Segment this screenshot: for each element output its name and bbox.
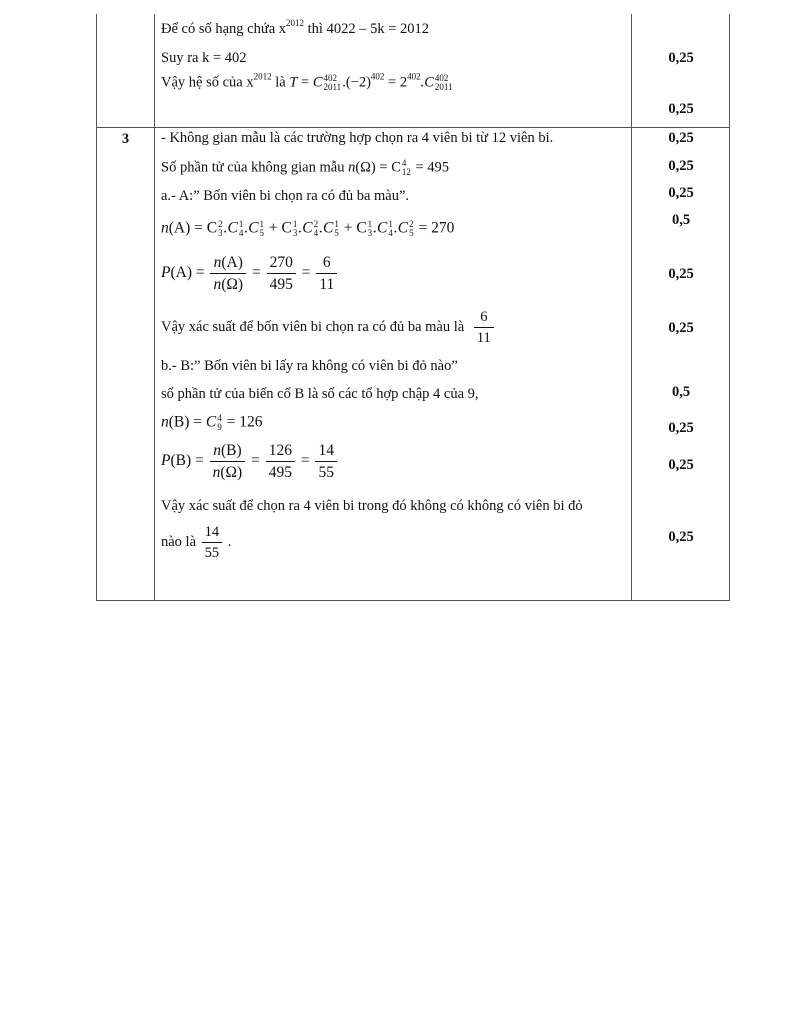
- score-q3-6: 0,25: [668, 320, 694, 336]
- row-divider: [97, 127, 729, 128]
- conclusion-a-line: Vậy xác suất để bốn viên bi chọn ra có đủ ba màu là $\frac{6}{11}$: [161, 310, 496, 345]
- answer-table: [96, 14, 730, 601]
- n-b-formula: n(B) = C 4 9 = 126: [161, 413, 263, 432]
- sample-count-line: Số phần tử của không gian mẫu n(Ω) = C 4 12 = 495: [161, 158, 450, 177]
- sample-space-line: - Không gian mẫu là các trường hợp chọn ra 4 viên bi từ 12 viên bi.: [161, 130, 554, 146]
- condition-line: Để có số hạng chứa $x^{2012}$ thì 4022 – 5k = 2012: [161, 18, 430, 37]
- event-b-count-line: số phần tử của biến cố B là số các tổ hợp chập 4 của 9,: [161, 386, 479, 402]
- event-b-definition: b.- B:” Bốn viên bi lấy ra không có viên bi đỏ nào”: [161, 358, 458, 374]
- score-q3-10: 0,25: [668, 529, 694, 545]
- score-q3-3: 0,25: [668, 185, 694, 201]
- coefficient-line: Vậy hệ số của $x^{2012}$ là T = C 402 2011 $.(-2)^{402} = 2^{402}.C$ 402 2011: [161, 71, 453, 92]
- p-b-formula: P(B) = $\frac{n(B)}{n(\Omega)}$ = $\frac{126}{495}$ = $\frac{14}{55}$: [161, 443, 339, 480]
- score-q3-5: 0,25: [668, 266, 694, 282]
- score-q3-4: 0,5: [671, 212, 691, 228]
- conclusion-b-line: Vậy xác suất để chọn ra 4 viên bi trong đó không có không có viên bi đỏ: [161, 498, 583, 514]
- score-top-2: 0,25: [668, 101, 694, 117]
- n-a-formula: n(A) = C 2 3 .C 1 4 .C 1 5 + C 1 3 .C 2 4 .C 1 5 + C 1 3 .C 1 4 .C 2 5 = 270: [161, 219, 455, 238]
- conclusion-b-line-2: nào là $\frac{14}{55}$ .: [161, 524, 232, 561]
- score-q3-7: 0,5: [671, 384, 691, 400]
- score-q3-8: 0,25: [668, 420, 694, 436]
- question-number: 3: [121, 131, 130, 147]
- score-q3-9: 0,25: [668, 457, 694, 473]
- event-a-definition: a.- A:” Bốn viên bi chọn ra có đủ ba màu”.: [161, 188, 410, 204]
- score-q3-2: 0,25: [668, 158, 694, 174]
- score-q3-1: 0,25: [668, 130, 694, 146]
- col-divider-1: [154, 14, 155, 600]
- score-top-1: 0,25: [668, 50, 694, 66]
- k-result-line: Suy ra k = 402: [161, 50, 247, 66]
- p-a-formula: P(A) = $\frac{n(A)}{n(\Omega)}$ = $\frac{270}{495}$ = $\frac{6}{11}$: [161, 255, 339, 292]
